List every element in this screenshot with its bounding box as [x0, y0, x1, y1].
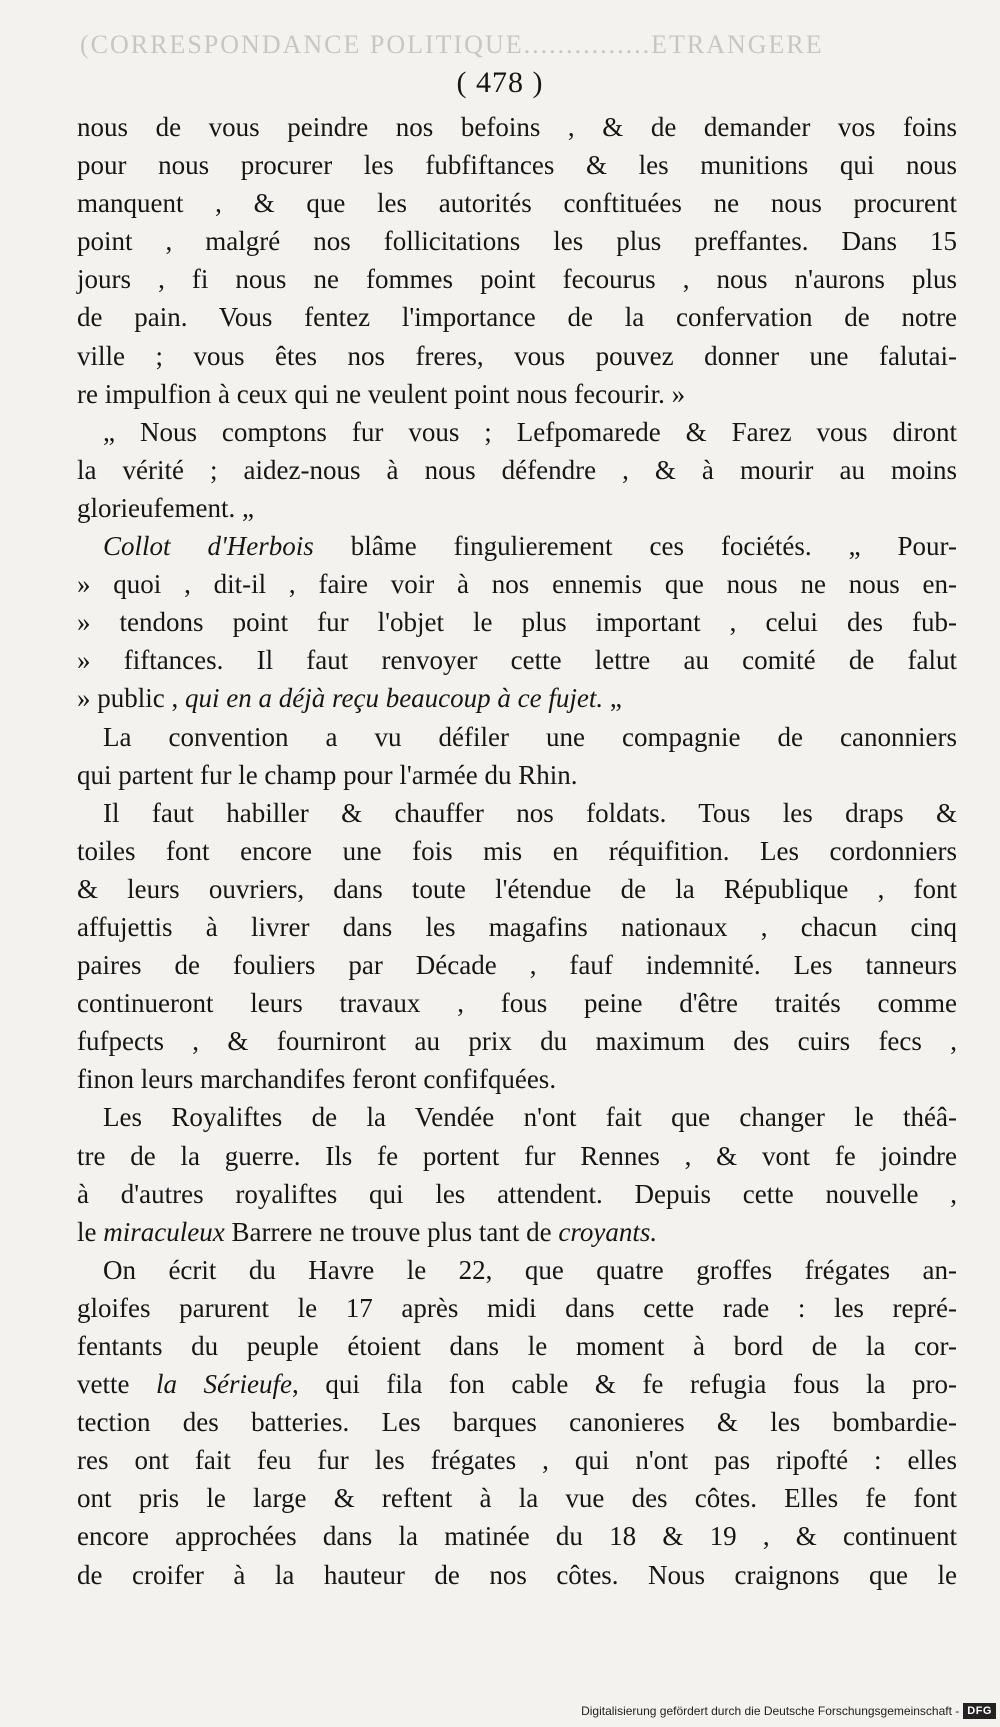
- text-line: [77, 298, 957, 336]
- text-line: [77, 108, 957, 146]
- text-segment: jours , fi nous ne fommes point fecourus , nous n'aurons plus: [77, 264, 957, 295]
- text-line: [77, 1365, 957, 1403]
- text-segment: le: [77, 1216, 104, 1247]
- text-line: [77, 908, 957, 946]
- page-number: ( 478 ): [456, 66, 544, 99]
- italic-text: Collot d'Herbois: [103, 531, 314, 562]
- text-line: [77, 870, 957, 908]
- text-segment: fentants du peuple étoient dans le moment à bord de la cor-: [77, 1331, 957, 1361]
- body-text: [77, 108, 957, 1594]
- text-segment: » quoi , dit-il , faire voir à nos ennemis que nous ne nous en-: [77, 569, 957, 600]
- italic-text: la Sérieufe: [156, 1369, 293, 1400]
- bleed-through-text: (CORRESPONDANCE POLITIQUE...............ETRANGERE: [80, 30, 824, 59]
- text-segment: continueront leurs travaux , fous peine d'être traités comme: [77, 988, 957, 1019]
- text-line: [77, 1479, 957, 1517]
- text-line: [77, 1403, 957, 1441]
- text-segment: pour nous procurer les fubfiftances & les munitions qui nous: [77, 150, 957, 181]
- text-segment: blâme fingulierement ces fociétés. „ Pour-: [313, 531, 957, 562]
- text-line: [77, 527, 957, 565]
- text-line: [77, 1289, 957, 1327]
- text-line: [77, 679, 957, 717]
- text-segment: qui partent fur le champ pour l'armée du Rhin.: [77, 759, 578, 790]
- italic-text: croyants.: [558, 1216, 658, 1247]
- text-segment: Les Royaliftes de la Vendée n'ont fait que changer le théâ-: [103, 1102, 957, 1133]
- text-line: [77, 1175, 957, 1213]
- text-segment: » fiftances. Il faut renvoyer cette lettre au comité de falut: [77, 645, 957, 676]
- text-segment: , qui fila fon cable & fe refugia fous la pro-: [292, 1369, 957, 1400]
- digitization-credit: [581, 1701, 996, 1721]
- text-segment: „: [603, 683, 622, 714]
- text-segment: à d'autres royaliftes qui les attendent. Depuis cette nouvelle ,: [77, 1178, 957, 1209]
- text-segment: affujettis à livrer dans les magafins nationaux , chacun cinq: [77, 911, 957, 942]
- text-line: [77, 489, 957, 527]
- text-segment: „ Nous comptons fur vous ; Lefpomarede & Farez vous diront: [103, 416, 957, 447]
- text-line: [77, 1098, 957, 1136]
- text-line: [77, 1556, 957, 1594]
- text-line: [77, 413, 957, 451]
- text-line: [77, 718, 957, 756]
- text-line: [77, 184, 957, 222]
- text-line: [77, 603, 957, 641]
- text-segment: finon leurs marchandifes feront confifquées.: [77, 1064, 557, 1095]
- text-segment: re impulfion à ceux qui ne veulent point nous fecourir. »: [77, 378, 686, 409]
- text-segment: On écrit du Havre le 22, que quatre groffes frégates an-: [103, 1254, 957, 1285]
- text-line: [77, 375, 957, 413]
- text-segment: ville ; vous êtes nos freres, vous pouvez donner une falutai-: [77, 340, 957, 371]
- text-line: [77, 1441, 957, 1479]
- text-line: [77, 222, 957, 260]
- italic-text: miraculeux: [103, 1216, 225, 1247]
- text-line: [77, 756, 957, 794]
- text-line: [77, 1251, 957, 1289]
- credit-text: Digitalisierung gefördert durch die Deutsche Forschungsgemeinschaft -: [581, 1704, 960, 1718]
- text-segment: vette: [77, 1369, 157, 1400]
- dfg-logo: DFG: [963, 1703, 996, 1719]
- text-segment: nous de vous peindre nos befoins , & de demander vos foins: [77, 112, 957, 142]
- text-line: [77, 984, 957, 1022]
- text-line: [77, 1137, 957, 1175]
- text-line: [77, 565, 957, 603]
- text-line: [77, 260, 957, 298]
- text-segment: de croifer à la hauteur de nos côtes. Nous craignons que le: [77, 1559, 957, 1590]
- text-segment: tre de la guerre. Ils fe portent fur Rennes , & vont fe joindre: [77, 1140, 957, 1171]
- text-segment: fufpects , & fourniront au prix du maximum des cuirs fecs ,: [77, 1026, 957, 1057]
- text-segment: Barrere ne trouve plus tant de: [224, 1216, 559, 1247]
- text-segment: de pain. Vous fentez l'importance de la confervation de notre: [77, 302, 957, 333]
- text-segment: la vérité ; aidez-nous à nous défendre , & à mourir au moins: [77, 454, 957, 485]
- text-line: [77, 337, 957, 375]
- text-line: [77, 1213, 957, 1251]
- text-segment: paires de fouliers par Décade , fauf indemnité. Les tanneurs: [77, 950, 957, 981]
- text-segment: gloifes parurent le 17 après midi dans cette rade : les repré-: [77, 1292, 957, 1323]
- text-segment: manquent , & que les autorités conftituées ne nous procurent: [77, 188, 957, 219]
- text-segment: La convention a vu défiler une compagnie de canonniers: [103, 721, 957, 752]
- text-line: [77, 794, 957, 832]
- text-segment: » public ,: [77, 683, 185, 714]
- italic-text: qui en a déjà reçu beaucoup à ce fujet.: [185, 683, 604, 714]
- text-segment: encore approchées dans la matinée du 18 & 19 , & continuent: [77, 1521, 957, 1552]
- text-line: [77, 946, 957, 984]
- text-line: [77, 451, 957, 489]
- text-segment: ont pris le large & reftent à la vue des côtes. Elles fe font: [77, 1483, 957, 1514]
- text-segment: » tendons point fur l'objet le plus important , celui des fub-: [77, 607, 957, 638]
- text-line: [77, 146, 957, 184]
- text-line: [77, 832, 957, 870]
- text-segment: tection des batteries. Les barques canonieres & les bombardie-: [77, 1407, 957, 1438]
- text-line: [77, 641, 957, 679]
- text-line: [77, 1060, 957, 1098]
- text-segment: toiles font encore une fois mis en réquifition. Les cordonniers: [77, 835, 957, 866]
- text-line: [77, 1517, 957, 1555]
- text-segment: & leurs ouvriers, dans toute l'étendue de la République , font: [77, 873, 957, 904]
- text-segment: Il faut habiller & chauffer nos foldats. Tous les draps &: [103, 797, 957, 828]
- text-line: [77, 1022, 957, 1060]
- text-segment: res ont fait feu fur les frégates , qui n'ont pas ripofté : elles: [77, 1445, 957, 1476]
- text-segment: point , malgré nos follicitations les plus preffantes. Dans 15: [77, 226, 957, 257]
- text-line: [77, 1327, 957, 1365]
- text-segment: glorieufement. „: [77, 492, 254, 523]
